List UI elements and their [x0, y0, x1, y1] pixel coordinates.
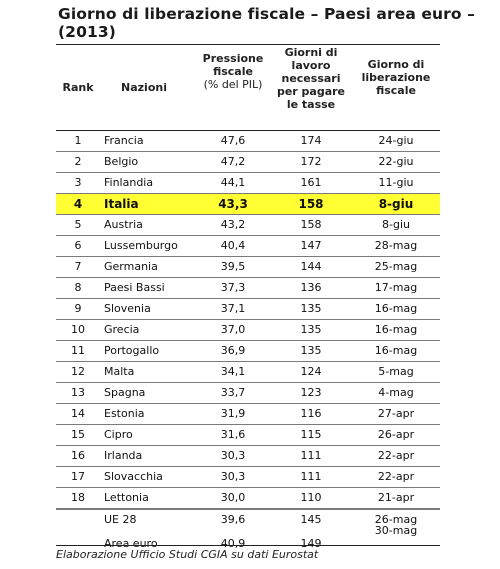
cell-pressione: 43,3 [218, 197, 248, 211]
cell-giorno: 8-giu [378, 197, 414, 211]
table-row [56, 488, 440, 509]
top-rule [56, 44, 440, 45]
cell-giorni: 149 [300, 537, 322, 550]
cell-nazione: Slovacchia [104, 470, 163, 483]
cell-nazione: Slovenia [104, 302, 151, 315]
cell-giorno: 21-apr [377, 491, 415, 504]
cell-pressione: 47,6 [220, 134, 246, 147]
cell-giorno: 25-mag [374, 260, 418, 273]
cell-giorno: 22-apr [377, 449, 415, 462]
cell-giorni: 147 [300, 239, 322, 252]
cell-pressione: 30,3 [220, 449, 246, 462]
cell-giorni: 136 [300, 281, 322, 294]
cell-rank: 12 [71, 365, 85, 378]
cell-pressione: 36,9 [220, 344, 246, 357]
header-nazioni: Nazioni [121, 81, 167, 94]
cell-rank: 10 [71, 323, 85, 336]
cell-giorni: 174 [300, 134, 322, 147]
cell-giorni: 111 [300, 449, 322, 462]
cell-nazione: Grecia [104, 323, 140, 336]
cell-giorni: 110 [300, 491, 322, 504]
cell-rank: 9 [74, 302, 82, 315]
cell-rank: 18 [71, 491, 85, 504]
cell-giorni: 145 [300, 513, 322, 526]
cell-rank: 17 [71, 470, 85, 483]
cell-giorno: 28-mag [374, 239, 418, 252]
cell-giorno: 26-mag [374, 513, 418, 526]
cell-rank: 3 [74, 176, 82, 189]
cell-pressione: 40,9 [220, 537, 246, 550]
cell-rank: 1 [74, 134, 82, 147]
cell-giorno: 27-apr [377, 407, 415, 420]
cell-pressione: 30,0 [220, 491, 246, 504]
table-row [56, 236, 440, 257]
cell-giorni: 115 [300, 428, 322, 441]
cell-pressione: 37,1 [220, 302, 246, 315]
cell-giorno: 16-mag [374, 302, 418, 315]
cell-pressione: 30,3 [220, 470, 246, 483]
cell-giorni: 135 [300, 302, 322, 315]
cell-giorni: 158 [298, 197, 324, 211]
cell-giorno: 22-apr [377, 470, 415, 483]
cell-nazione: Belgio [104, 155, 139, 168]
cell-giorno: 30-mag [374, 524, 418, 537]
header-giorno: Giorno di liberazione fiscale [361, 58, 431, 97]
cell-giorni: 172 [300, 155, 322, 168]
cell-pressione: 31,6 [220, 428, 246, 441]
cell-nazione: Area euro [104, 537, 158, 550]
cell-nazione: Portogallo [104, 344, 160, 357]
cell-giorno: 17-mag [374, 281, 418, 294]
cell-pressione: 34,1 [220, 365, 246, 378]
cell-nazione: Italia [104, 197, 139, 211]
bottom-rule [56, 545, 440, 546]
cell-rank: 16 [71, 449, 85, 462]
cell-rank: 7 [74, 260, 82, 273]
cell-rank: 14 [71, 407, 85, 420]
table-header [56, 46, 440, 130]
table-row [56, 320, 440, 341]
cell-rank: 4 [73, 197, 83, 211]
header-pressione-label: Pressione fiscale [202, 52, 264, 78]
cell-pressione: 37,0 [220, 323, 246, 336]
table-row [56, 404, 440, 425]
table-row [56, 173, 440, 194]
cell-giorno: 4-mag [378, 386, 414, 399]
cell-pressione: 40,4 [220, 239, 246, 252]
cell-nazione: Spagna [104, 386, 146, 399]
table-row [56, 341, 440, 362]
cell-giorno: 5-mag [378, 365, 414, 378]
cell-pressione: 43,2 [220, 218, 246, 231]
cell-nazione: UE 28 [104, 513, 137, 526]
cell-nazione: Lettonia [104, 491, 149, 504]
cell-giorni: 124 [300, 365, 322, 378]
cell-rank: 8 [74, 281, 82, 294]
cell-nazione: Austria [104, 218, 143, 231]
cell-giorni: 135 [300, 323, 322, 336]
cell-nazione: Francia [104, 134, 144, 147]
cell-nazione: Cipro [104, 428, 133, 441]
cell-rank: 2 [74, 155, 82, 168]
cell-giorno: 16-mag [374, 323, 418, 336]
table-row [56, 446, 440, 467]
cell-pressione: 39,5 [220, 260, 246, 273]
cell-pressione: 44,1 [220, 176, 246, 189]
table-row-highlighted [56, 194, 440, 215]
cell-nazione: Finlandia [104, 176, 154, 189]
cell-giorno: 11-giu [378, 176, 414, 189]
cell-rank: 5 [74, 218, 82, 231]
header-pressione-sub: (% del PIL) [203, 78, 263, 91]
table-row [56, 152, 440, 173]
cell-nazione: Irlanda [104, 449, 143, 462]
cell-rank: 6 [74, 239, 82, 252]
table-body [56, 131, 440, 558]
cell-giorni: 111 [300, 470, 322, 483]
table-row [56, 215, 440, 236]
cell-giorni: 158 [300, 218, 322, 231]
source-note: Elaborazione Ufficio Studi CGIA su dati Eurostat [56, 548, 319, 561]
cell-pressione: 47,2 [220, 155, 246, 168]
cell-nazione: Germania [104, 260, 158, 273]
cell-giorni: 123 [300, 386, 322, 399]
table-row [56, 278, 440, 299]
cell-pressione: 39,6 [220, 513, 246, 526]
cell-giorno: 24-giu [378, 134, 414, 147]
cell-giorno: 8-giu [382, 218, 410, 231]
header-pressione [196, 52, 270, 91]
header-rank: Rank [62, 81, 94, 94]
cell-giorni: 116 [300, 407, 322, 420]
table-row [56, 299, 440, 320]
table-row [56, 467, 440, 488]
cell-giorno: 22-giu [378, 155, 414, 168]
cell-giorni: 135 [300, 344, 322, 357]
cell-rank: 13 [71, 386, 85, 399]
table-row [56, 362, 440, 383]
cell-giorni: 161 [300, 176, 322, 189]
cell-giorni: 144 [300, 260, 322, 273]
cell-nazione: Estonia [104, 407, 145, 420]
table-row [56, 383, 440, 404]
table-row [56, 257, 440, 278]
cell-giorno: 26-apr [377, 428, 415, 441]
table-row [56, 131, 440, 152]
header-giorni: Giorni di lavoro necessari per pagare le tasse [276, 46, 346, 111]
table-title: Giorno di liberazione fiscale – Paesi area euro – (2013) [58, 5, 475, 41]
cell-nazione: Lussemburgo [104, 239, 178, 252]
cell-pressione: 33,7 [220, 386, 246, 399]
cell-pressione: 31,9 [220, 407, 246, 420]
cell-nazione: Malta [104, 365, 135, 378]
cell-nazione: Paesi Bassi [104, 281, 165, 294]
table-row [56, 425, 440, 446]
cell-rank: 11 [71, 344, 85, 357]
cell-giorno: 16-mag [374, 344, 418, 357]
cell-rank: 15 [71, 428, 85, 441]
cell-pressione: 37,3 [220, 281, 246, 294]
